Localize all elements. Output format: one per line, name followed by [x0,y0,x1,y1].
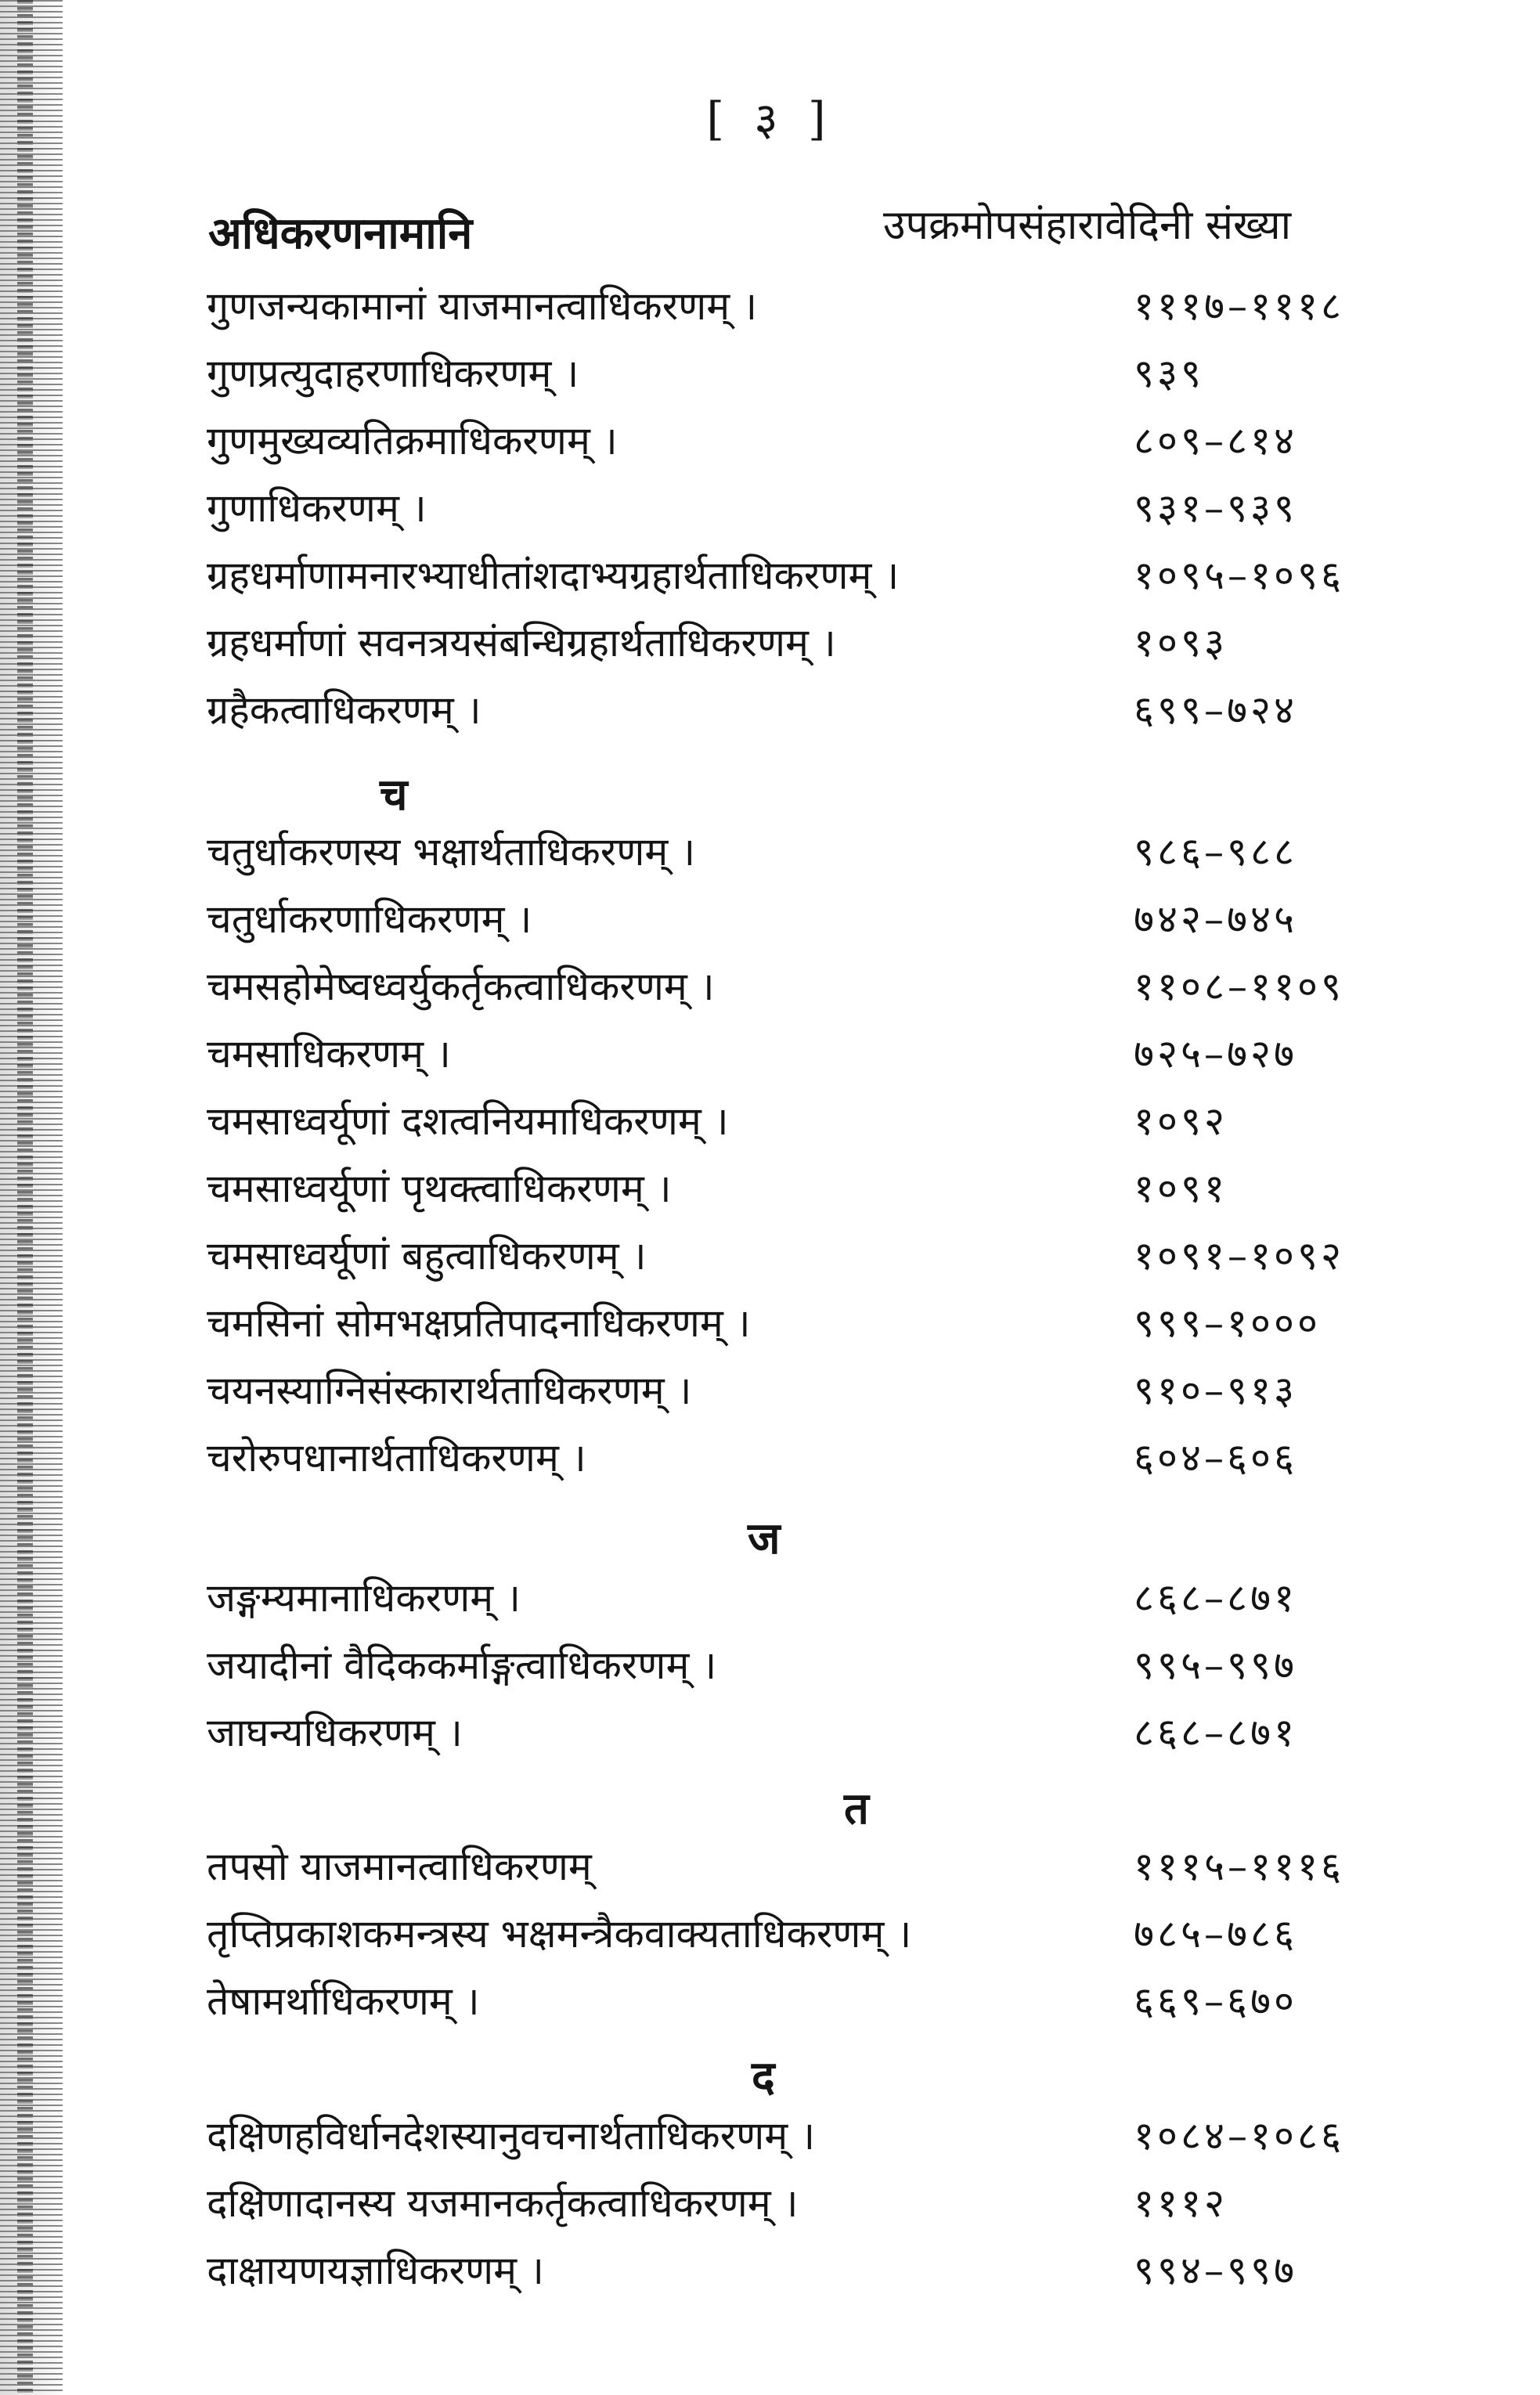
entry-range: १०९१ [1134,1166,1228,1211]
index-entry [0,1570,1540,1637]
entry-name: चमसहोमेष्वध्वर्युकर्तृकत्वाधिकरणम् । [207,964,715,1009]
entry-range: ९९९–१००० [1134,1300,1321,1346]
entry-range: १०८४–१०८६ [1134,2113,1344,2159]
entry-range: ८०९–८१४ [1134,418,1297,463]
entry-range: ९१०–९१३ [1134,1368,1297,1413]
index-entry [0,1295,1540,1362]
index-entry [0,1430,1540,1497]
index-entry [0,480,1540,547]
entry-range: ६९९–७२४ [1134,687,1297,733]
section-letter-ta: त [844,1783,869,1834]
index-entry [0,345,1540,413]
index-entry [0,2242,1540,2310]
entry-name: तपसो याजमानत्वाधिकरणम् [207,1844,592,1889]
index-entry [0,2108,1540,2175]
entry-range: ११०८–११०९ [1134,964,1344,1009]
entry-range: १११५–१११६ [1134,1844,1344,1889]
column-header-numbers: उपक्रमोपसंहारावेदिनी संख्या [883,202,1292,249]
entry-name: चतुर्धाकरणस्य भक्षार्थताधिकरणम् । [207,829,696,875]
column-header-names: अधिकरणनामानि [208,207,473,259]
entry-range: ९३१–९३९ [1134,485,1297,531]
entry-name: तृप्तिप्रकाशकमन्त्रस्य भक्षमन्त्रैकवाक्यताधिकरणम् । [207,1911,912,1957]
index-entry [0,278,1540,345]
entry-name: चमसाध्वर्यूणां दशत्वनियमाधिकरणम् । [207,1098,729,1144]
index-entry [0,1026,1540,1093]
page-number: [ ३ ] [706,92,834,146]
entry-name: दक्षिणादानस्य यजमानकर्तृकत्वाधिकरणम् । [207,2180,799,2226]
entry-name: गुणमुख्यव्यतिक्रमाधिकरणम् । [207,418,618,463]
index-entry [0,1362,1540,1430]
entry-range: १०९२ [1134,1098,1228,1144]
entry-name: जयादीनां वैदिककर्माङ्गत्वाधिकरणम् । [207,1643,717,1688]
entry-name: चमसाध्वर्यूणां पृथक्त्वाधिकरणम् । [207,1166,672,1211]
entry-name: जङ्गम्यमानाधिकरणम् । [207,1575,521,1621]
entry-name: ग्रहधर्माणामनारभ्याधीतांशदाभ्यग्रहार्थताधिकरणम् । [207,553,900,598]
entry-name: जाघन्यधिकरणम् । [207,1710,463,1755]
entry-name: ग्रहैकत्वाधिकरणम् । [207,687,481,733]
entry-name: गुणाधिकरणम् । [207,485,427,531]
entry-range: ६०४–६०६ [1134,1435,1297,1481]
entry-name: चमसाधिकरणम् । [207,1031,451,1077]
section-letter-ca: च [380,769,408,821]
index-entry [0,1228,1540,1295]
entry-range: १०९५–१०९६ [1134,553,1344,598]
index-entry [0,682,1540,749]
entry-range: १०९१–१०९२ [1134,1233,1344,1279]
entry-range: ९९४–९९७ [1134,2248,1297,2293]
entry-range: ८६८–८७१ [1134,1575,1297,1621]
index-entry [0,1704,1540,1772]
entry-name: दाक्षायणयज्ञाधिकरणम् । [207,2248,544,2293]
index-entry [0,1637,1540,1704]
entry-name: तेषामर्थाधिकरणम् । [207,1978,480,2024]
entry-range: १११७–१११८ [1134,283,1344,329]
index-entry [0,1093,1540,1160]
index-entry [0,1906,1540,1973]
entry-range: ९८६–९८८ [1134,829,1297,875]
entry-name: चतुर्धाकरणाधिकरणम् । [207,896,532,942]
entry-name: चयनस्याग्निसंस्कारार्थताधिकरणम् । [207,1368,692,1413]
entry-range: ७४२–७४५ [1134,896,1297,942]
entry-name: गुणप्रत्युदाहरणाधिकरणम् । [207,351,579,396]
entry-name: गुणजन्यकामानां याजमानत्वाधिकरणम् । [207,283,758,329]
index-entry [0,615,1540,682]
index-entry [0,547,1540,615]
section-letter-ja: ज [748,1513,781,1564]
index-entry [0,958,1540,1026]
entry-range: ९९५–९९७ [1134,1643,1297,1688]
entry-name: दक्षिणहविर्धानदेशस्यानुवचनार्थताधिकरणम् । [207,2113,816,2159]
entry-name: चरोरुपधानार्थताधिकरणम् । [207,1435,586,1481]
entry-name: चमसाध्वर्यूणां बहुत्वाधिकरणम् । [207,1233,647,1279]
entry-range: ७२५–७२७ [1134,1031,1297,1077]
entry-range: ७८५–७८६ [1134,1911,1297,1957]
index-entry [0,891,1540,958]
index-entry [0,1973,1540,2040]
index-entry [0,824,1540,891]
index-entry [0,2175,1540,2242]
entry-name: चमसिनां सोमभक्षप्रतिपादनाधिकरणम् । [207,1300,751,1346]
entry-range: ८६८–८७१ [1134,1710,1297,1755]
index-entry [0,413,1540,480]
entry-range: १११२ [1134,2180,1228,2226]
entry-range: ९३९ [1134,351,1204,396]
entry-name: ग्रहधर्माणां सवनत्रयसंबन्धिग्रहार्थताधिकरणम् । [207,620,836,665]
entry-range: ६६९–६७० [1134,1978,1297,2024]
index-entry [0,1838,1540,1906]
index-entry [0,1160,1540,1228]
entry-range: १०९३ [1134,620,1228,665]
section-letter-da: द [752,2051,775,2103]
